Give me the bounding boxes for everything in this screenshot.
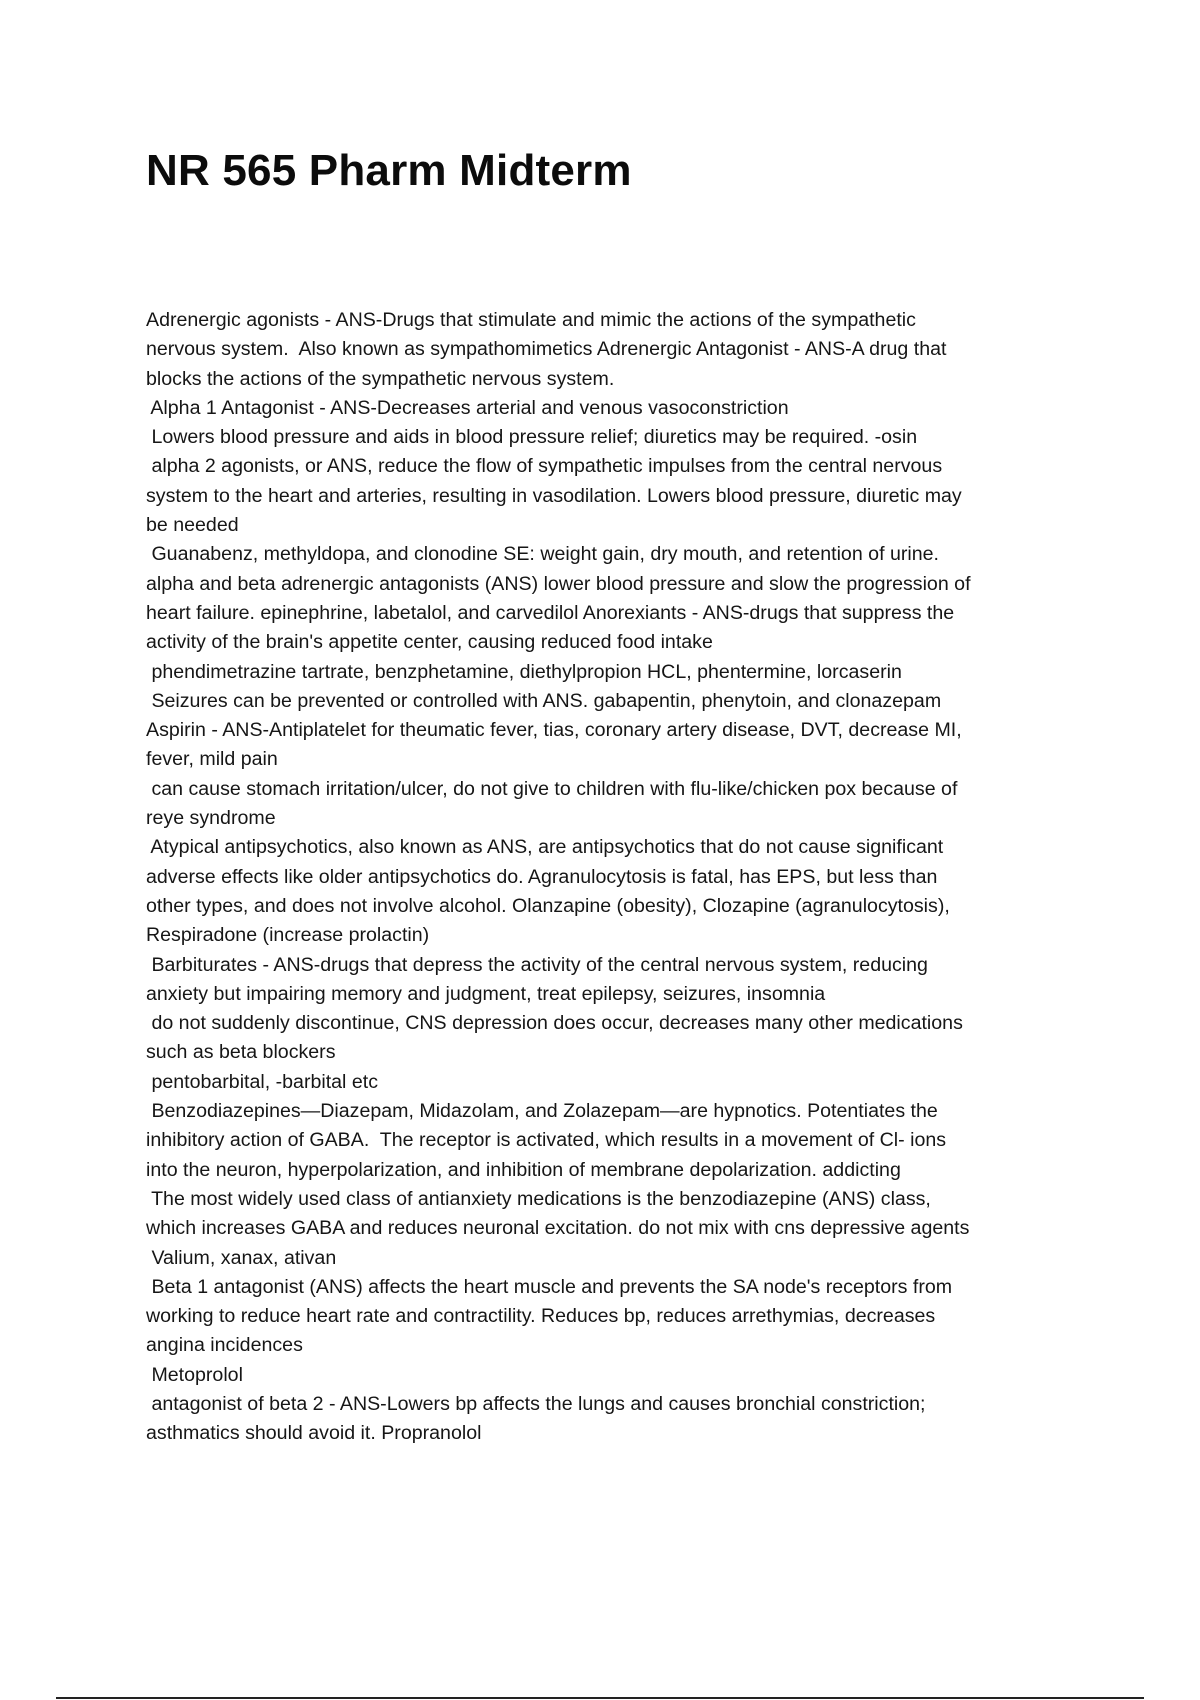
body-text-line: Barbiturates - ANS-drugs that depress the activity of the central nervous system, reducing xyxy=(146,953,928,976)
body-text-line: reye syndrome xyxy=(146,807,276,830)
body-text-line: alpha and beta adrenergic antagonists (ANS) lower blood pressure and slow the progression of xyxy=(146,572,971,595)
footer-divider xyxy=(56,1697,1144,1699)
body-text-line: asthmatics should avoid it. Propranolol xyxy=(146,1422,482,1445)
body-text-line: Lowers blood pressure and aids in blood pressure relief; diuretics may be required. -osin xyxy=(146,426,918,449)
body-text-line: anxiety but impairing memory and judgment, treat epilepsy, seizures, insomnia xyxy=(146,982,826,1005)
body-text-line: antagonist of beta 2 - ANS-Lowers bp affects the lungs and causes bronchial constriction; xyxy=(146,1392,926,1415)
document-body xyxy=(146,306,1106,1449)
body-text-line: Benzodiazepines—Diazepam, Midazolam, and Zolazepam—are hypnotics. Potentiates the xyxy=(146,1100,938,1123)
body-text-line: Respiradone (increase prolactin) xyxy=(146,924,430,947)
body-text-line: Valium, xanax, ativan xyxy=(146,1246,337,1269)
body-text-line: activity of the brain's appetite center, causing reduced food intake xyxy=(146,631,713,654)
body-text-line: such as beta blockers xyxy=(146,1041,336,1064)
body-text-line: nervous system. Also known as sympathomimetics Adrenergic Antagonist - ANS-A drug that xyxy=(146,338,947,361)
body-text-line: adverse effects like older antipsychotics do. Agranulocytosis is fatal, has EPS, but less than xyxy=(146,865,938,888)
body-text-line: blocks the actions of the sympathetic nervous system. xyxy=(146,367,615,390)
body-text-line: pentobarbital, -barbital etc xyxy=(146,1070,378,1093)
body-text-line: Seizures can be prevented or controlled with ANS. gabapentin, phenytoin, and clonazepam xyxy=(146,689,942,712)
body-text-line: phendimetrazine tartrate, benzphetamine, diethylpropion HCL, phentermine, lorcaserin xyxy=(146,660,902,683)
body-text-line: Beta 1 antagonist (ANS) affects the heart muscle and prevents the SA node's receptors from xyxy=(146,1275,953,1298)
body-text-line: be needed xyxy=(146,514,239,537)
body-text-line: fever, mild pain xyxy=(146,748,278,771)
body-text-line: Atypical antipsychotics, also known as ANS, are antipsychotics that do not cause significant xyxy=(146,836,944,859)
body-text-line: working to reduce heart rate and contractility. Reduces bp, reduces arrethymias, decreases xyxy=(146,1305,936,1328)
body-text-line: into the neuron, hyperpolarization, and inhibition of membrane depolarization. addicting xyxy=(146,1158,901,1181)
body-text-line: Guanabenz, methyldopa, and clonodine SE: weight gain, dry mouth, and retention of urine. xyxy=(146,543,939,566)
body-text-line: Aspirin - ANS-Antiplatelet for theumatic fever, tias, coronary artery disease, DVT, decrease MI, xyxy=(146,719,962,742)
body-text-line: heart failure. epinephrine, labetalol, and carvedilol Anorexiants - ANS-drugs that suppress the xyxy=(146,601,955,624)
body-text-line: The most widely used class of antianxiety medications is the benzodiazepine (ANS) class, xyxy=(146,1187,931,1210)
body-text-line: Alpha 1 Antagonist - ANS-Decreases arterial and venous vasoconstriction xyxy=(146,396,789,419)
body-text-line: Metoprolol xyxy=(146,1363,243,1386)
body-text-line: angina incidences xyxy=(146,1334,303,1357)
body-text-line: inhibitory action of GABA. The receptor is activated, which results in a movement of Cl- ions xyxy=(146,1129,947,1152)
body-text-line: do not suddenly discontinue, CNS depression does occur, decreases many other medications xyxy=(146,1012,963,1035)
body-text-line: other types, and does not involve alcohol. Olanzapine (obesity), Clozapine (agranulocytosis), xyxy=(146,894,950,917)
body-text-line: system to the heart and arteries, resulting in vasodilation. Lowers blood pressure, diuretic may xyxy=(146,484,962,507)
body-text-line: alpha 2 agonists, or ANS, reduce the flow of sympathetic impulses from the central nervous xyxy=(146,455,943,478)
body-text-line: Adrenergic agonists - ANS-Drugs that stimulate and mimic the actions of the sympathetic xyxy=(146,309,916,331)
body-text-line: can cause stomach irritation/ulcer, do not give to children with flu-like/chicken pox because of xyxy=(146,777,958,800)
page-title: NR 565 Pharm Midterm xyxy=(146,146,632,195)
body-text-line: which increases GABA and reduces neuronal excitation. do not mix with cns depressive agents xyxy=(146,1217,970,1240)
